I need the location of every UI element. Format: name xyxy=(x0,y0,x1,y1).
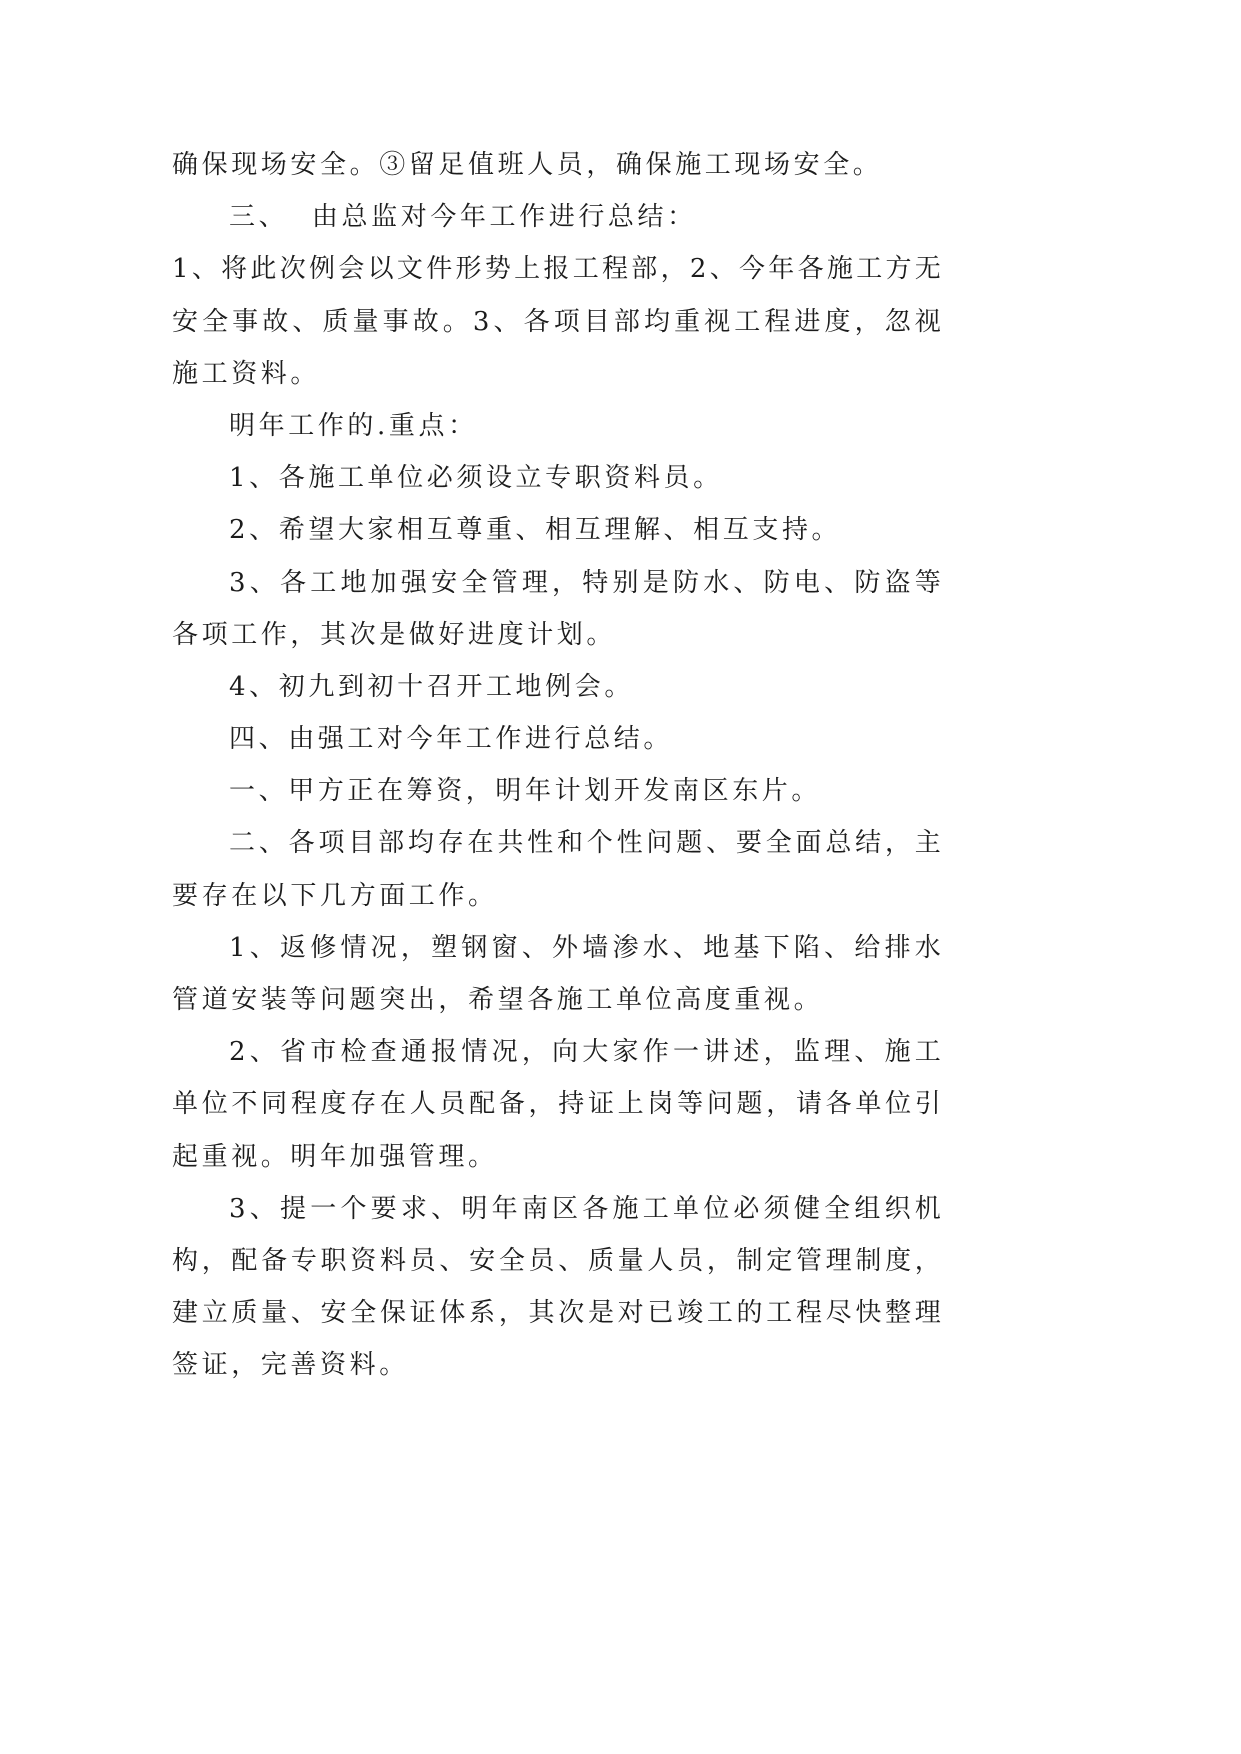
text-line: 确保现场安全。③留足值班人员，确保施工现场安全。 xyxy=(172,150,883,180)
text-line: 签证，完善资料。 xyxy=(172,1350,409,1381)
list-item: 4、初九到初十召开工地例会。 xyxy=(229,671,634,702)
section-heading: 明年工作的.重点： xyxy=(229,410,478,441)
text-line: 建立质量、安全保证体系，其次是对已竣工的工程尽快整理 xyxy=(172,1298,944,1329)
text-line: 各项工作，其次是做好进度计划。 xyxy=(172,619,617,650)
text-line: 管道安装等问题突出，希望各施工单位高度重视。 xyxy=(172,985,824,1015)
list-item: 1、返修情况，塑钢窗、外墙渗水、地基下陷、给排水 xyxy=(229,932,944,963)
text-line: 施工资料。 xyxy=(172,358,321,389)
list-item: 1、各施工单位必须设立专职资料员。 xyxy=(229,463,723,494)
document-body xyxy=(172,139,944,1392)
section-heading: 四、由强工对今年工作进行总结。 xyxy=(229,724,674,755)
text-line: 单位不同程度存在人员配备，持证上岗等问题，请各单位引 xyxy=(172,1089,944,1120)
text-line: 起重视。明年加强管理。 xyxy=(172,1141,498,1172)
text-line: 构，配备专职资料员、安全员、质量人员，制定管理制度， xyxy=(172,1245,944,1276)
list-item: 一、甲方正在筹资，明年计划开发南区东片。 xyxy=(229,776,822,807)
list-item: 3、各工地加强安全管理，特别是防水、防电、防盗等 xyxy=(229,567,944,598)
list-item: 3、提一个要求、明年南区各施工单位必须健全组织机 xyxy=(229,1193,944,1224)
list-item: 2、省市检查通报情况，向大家作一讲述，监理、施工 xyxy=(229,1037,944,1068)
list-item: 二、各项目部均存在共性和个性问题、要全面总结，主 xyxy=(229,828,944,859)
text-line: 安全事故、质量事故。3、各项目部均重视工程进度，忽视 xyxy=(172,306,944,337)
text-line: 要存在以下几方面工作。 xyxy=(172,880,498,911)
section-heading: 三、 由总监对今年工作进行总结： xyxy=(229,202,697,233)
text-line: 1、将此次例会以文件形势上报工程部，2、今年各施工方无 xyxy=(172,254,944,285)
list-item: 2、希望大家相互尊重、相互理解、相互支持。 xyxy=(229,515,842,546)
